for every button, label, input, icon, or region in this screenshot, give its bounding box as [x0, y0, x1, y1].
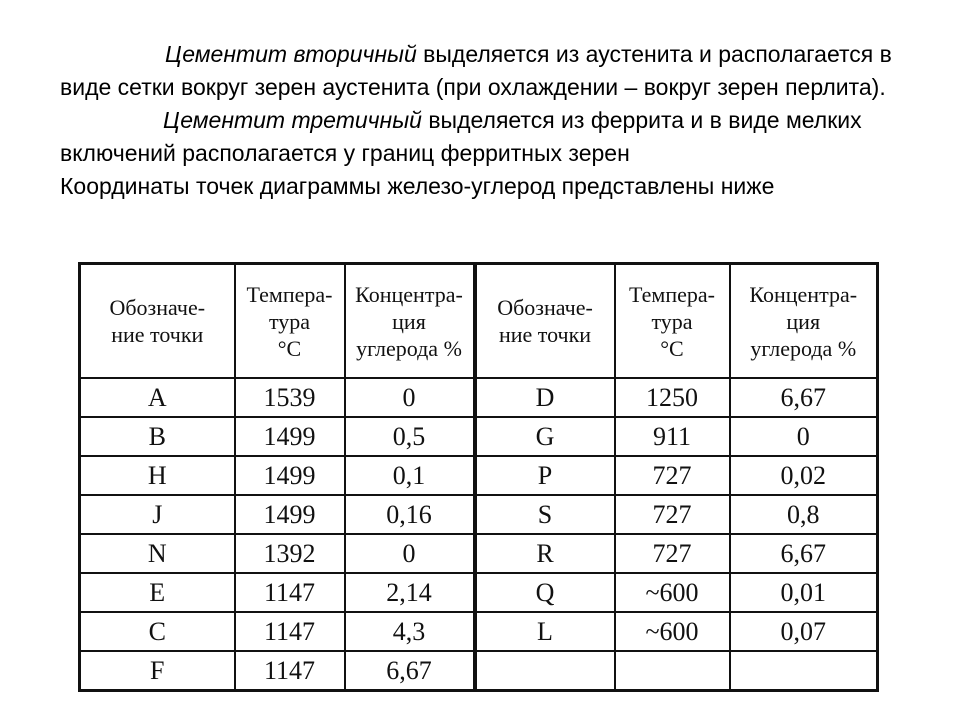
temperature-cell: 1147	[235, 612, 345, 651]
temperature-cell: 727	[615, 456, 730, 495]
temperature-cell: 1250	[615, 378, 730, 417]
header-conc-line: Концентра-	[749, 281, 858, 307]
header-temp-line: тура	[268, 308, 311, 334]
concentration-cell: 0,16	[345, 495, 475, 534]
point-cell: F	[80, 651, 235, 691]
table-row	[80, 495, 878, 534]
point-cell: H	[80, 456, 235, 495]
temperature-cell: 727	[615, 495, 730, 534]
temperature-cell: ~600	[615, 612, 730, 651]
header-conc-line: Концентра-	[355, 281, 463, 307]
header-point-left	[80, 264, 235, 379]
point-cell: J	[80, 495, 235, 534]
table-row	[80, 417, 878, 456]
header-conc-line: ция	[392, 308, 426, 334]
concentration-cell: 0	[345, 378, 475, 417]
header-conc-line: ция	[786, 308, 821, 334]
concentration-cell: 0,8	[730, 495, 878, 534]
header-conc-left	[345, 264, 475, 379]
header-temp-line: °С	[277, 335, 302, 361]
point-cell: E	[80, 573, 235, 612]
temperature-cell: 1392	[235, 534, 345, 573]
concentration-cell: 6,67	[730, 534, 878, 573]
table-row	[80, 651, 878, 691]
header-point-line: ние точки	[111, 322, 204, 347]
table-row	[80, 534, 878, 573]
paragraph-secondary-cementite	[60, 38, 920, 104]
point-cell: C	[80, 612, 235, 651]
table-row	[80, 573, 878, 612]
concentration-cell: 0,1	[345, 456, 475, 495]
concentration-cell: 0	[345, 534, 475, 573]
temperature-cell: 1499	[235, 456, 345, 495]
concentration-cell: 0,02	[730, 456, 878, 495]
header-point-right	[475, 264, 615, 379]
point-cell	[475, 651, 615, 691]
temperature-cell: 727	[615, 534, 730, 573]
concentration-cell: 0,5	[345, 417, 475, 456]
paragraph-coordinates-intro: Координаты точек диаграммы железо-углерод представлены ниже	[60, 173, 775, 199]
iron-carbon-points-table	[78, 262, 879, 692]
concentration-cell: 0,07	[730, 612, 878, 651]
header-temp-line: °С	[660, 335, 684, 361]
temperature-cell: 1147	[235, 573, 345, 612]
header-point-line: Обозначе-	[109, 295, 206, 320]
concentration-cell: 6,67	[730, 378, 878, 417]
paragraph-tertiary-cementite-text: выделяется из феррита и в виде мелких включений располагается у границ ферритных зерен	[60, 107, 862, 166]
header-temp-right	[615, 264, 730, 379]
table-header-row	[80, 264, 878, 379]
point-cell: A	[80, 378, 235, 417]
point-cell: P	[475, 456, 615, 495]
temperature-cell: ~600	[615, 573, 730, 612]
header-temp-line: Темпера-	[629, 281, 715, 307]
table-row	[80, 456, 878, 495]
temperature-cell: 911	[615, 417, 730, 456]
point-cell: Q	[475, 573, 615, 612]
point-cell: N	[80, 534, 235, 573]
concentration-cell: 0,01	[730, 573, 878, 612]
points-table-container	[78, 262, 876, 690]
temperature-cell: 1499	[235, 417, 345, 456]
concentration-cell: 2,14	[345, 573, 475, 612]
point-cell: D	[475, 378, 615, 417]
header-temp-line: тура	[651, 308, 693, 334]
term-secondary-cementite: Цементит вторичный	[165, 41, 417, 67]
paragraph-tertiary-cementite	[60, 104, 920, 170]
header-point-line: Обозначе-	[497, 295, 593, 320]
concentration-cell: 0	[730, 417, 878, 456]
table-row	[80, 378, 878, 417]
temperature-cell: 1499	[235, 495, 345, 534]
body-text	[60, 38, 920, 203]
point-cell: S	[475, 495, 615, 534]
term-tertiary-cementite: Цементит третичный	[163, 107, 422, 133]
temperature-cell: 1147	[235, 651, 345, 691]
point-cell: G	[475, 417, 615, 456]
table-row	[80, 612, 878, 651]
header-conc-line: углерода %	[750, 335, 857, 361]
point-cell: L	[475, 612, 615, 651]
temperature-cell	[615, 651, 730, 691]
paragraph-secondary-cementite-text: выделяется из аустенита и располагается в виде сетки вокруг зерен аустенита (при охлаждении – вокруг зерен перлита).	[60, 41, 892, 100]
header-temp-left	[235, 264, 345, 379]
header-point-line: ние точки	[498, 322, 592, 347]
point-cell: R	[475, 534, 615, 573]
point-cell: B	[80, 417, 235, 456]
temperature-cell: 1539	[235, 378, 345, 417]
concentration-cell: 6,67	[345, 651, 475, 691]
concentration-cell: 4,3	[345, 612, 475, 651]
header-conc-line: углерода %	[356, 335, 462, 361]
header-temp-line: Темпера-	[246, 281, 333, 307]
header-conc-right	[730, 264, 878, 379]
concentration-cell	[730, 651, 878, 691]
